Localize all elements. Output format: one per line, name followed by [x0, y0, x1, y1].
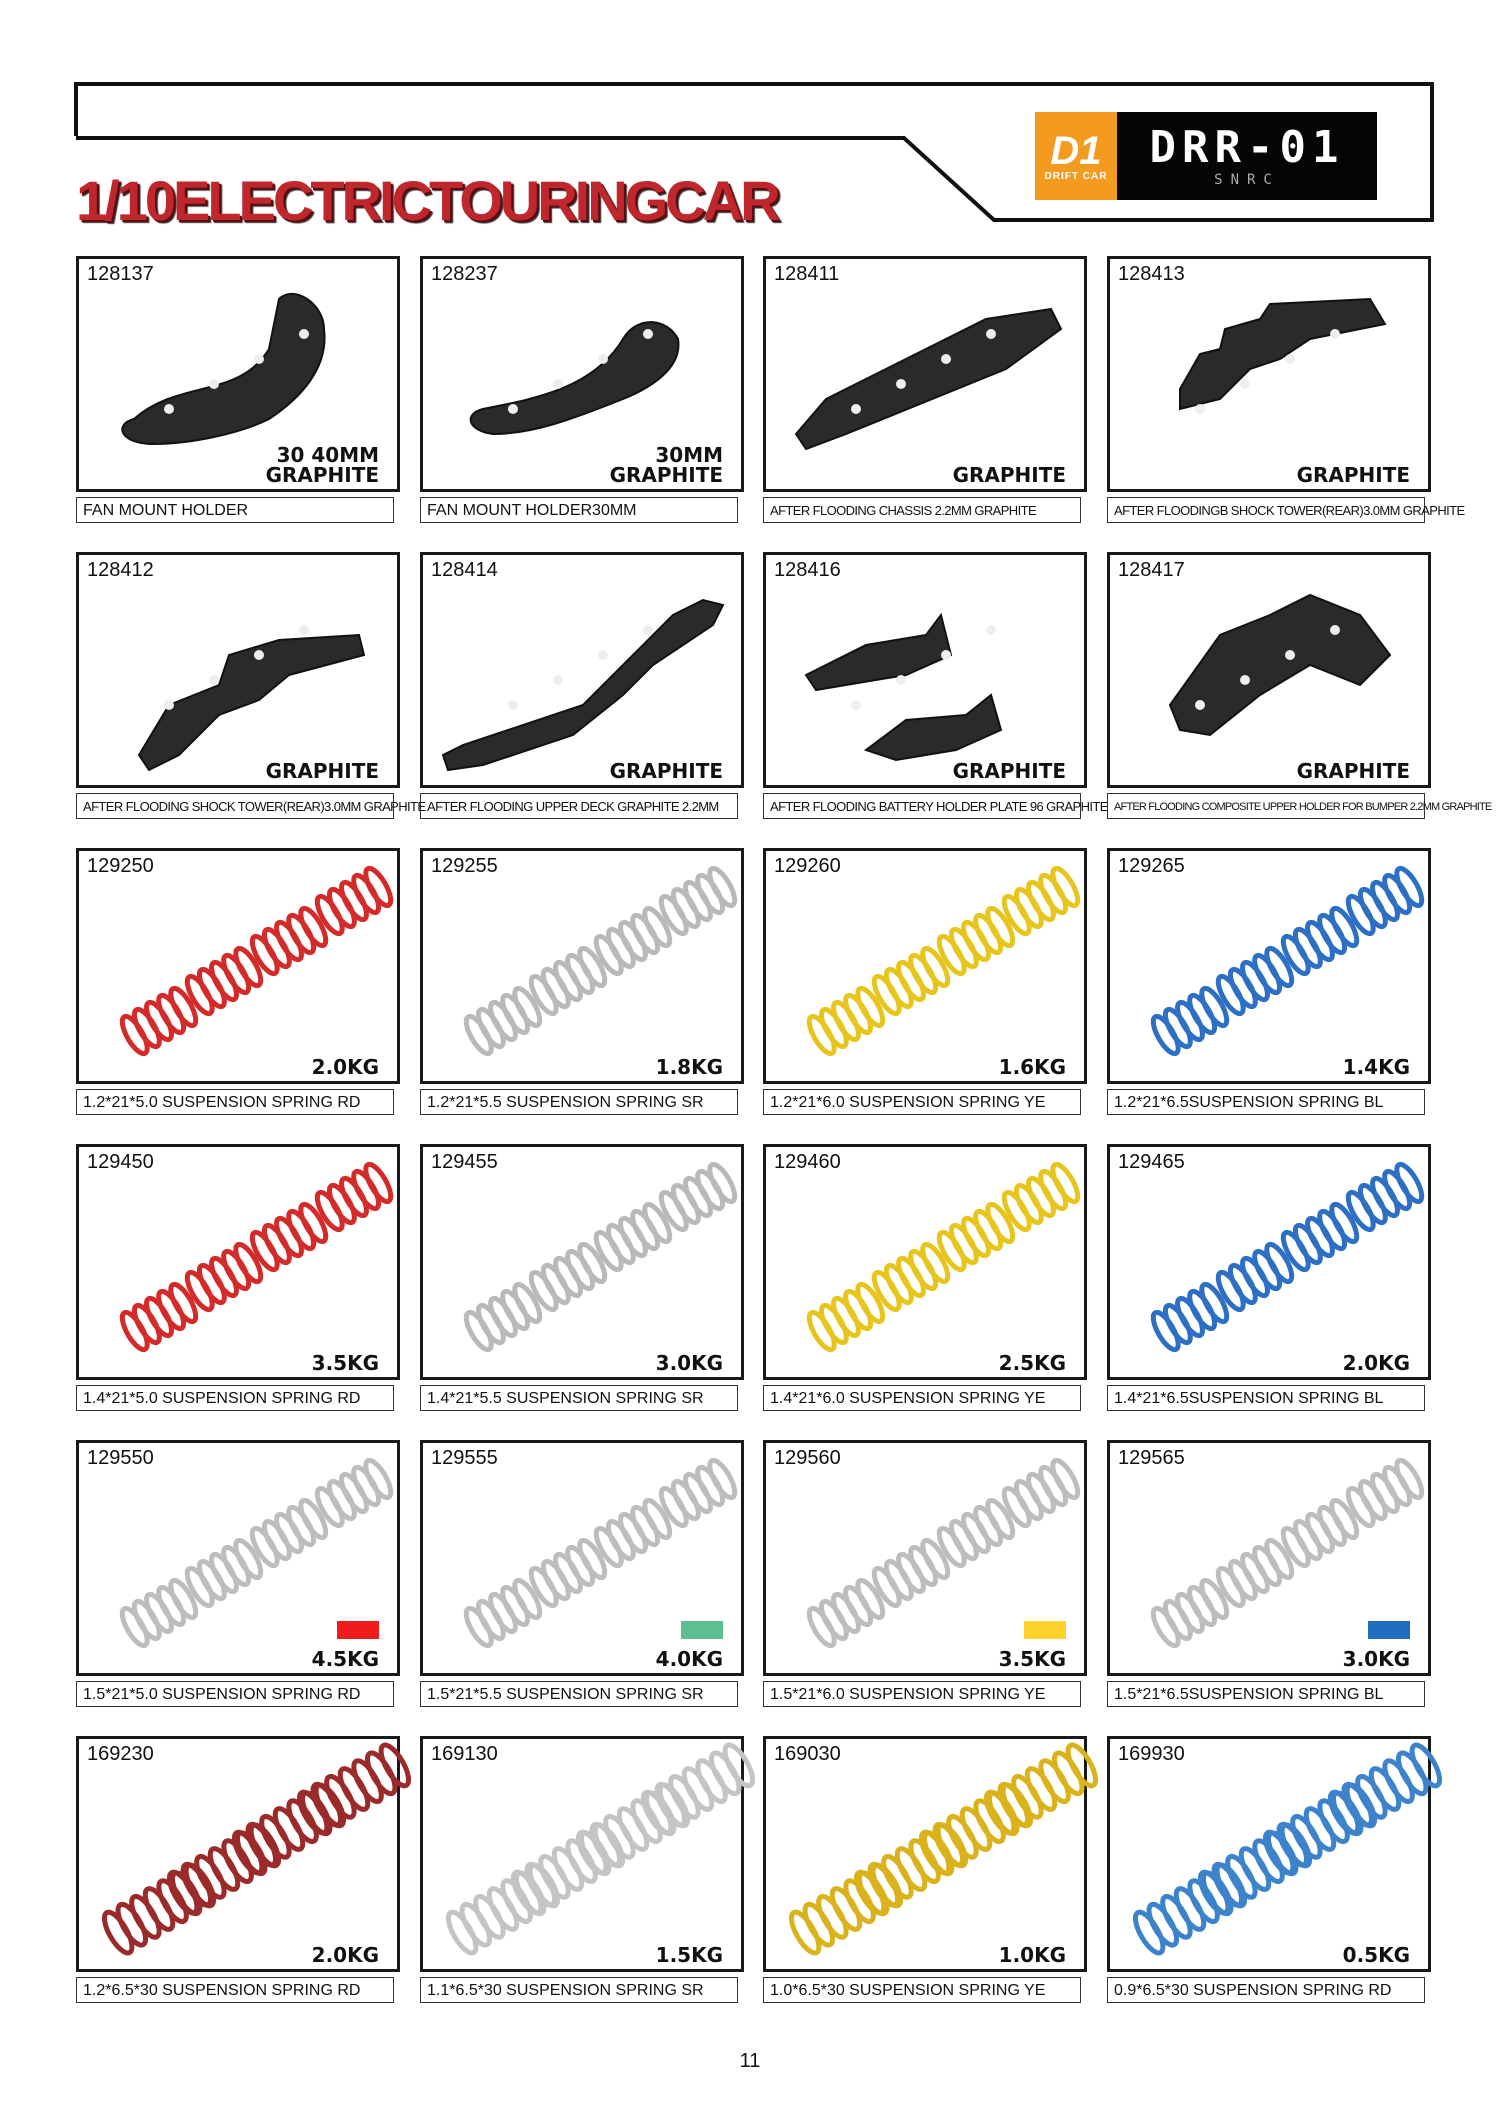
mounting-hole [553, 675, 563, 685]
product-image [79, 1739, 397, 1969]
product-caption: 1.0*6.5*30 SUSPENSION SPRING YE [763, 1977, 1081, 2003]
mounting-hole [508, 404, 518, 414]
product-code: 129260 [774, 855, 841, 877]
product-spec [266, 445, 379, 485]
spec-line: 30 40MM [276, 443, 379, 467]
product-caption: AFTER FLOODINGB SHOCK TOWER(REAR)3.0MM GRAPHITE [1107, 497, 1425, 523]
spring-image [294, 1741, 414, 1837]
spring-image [592, 1497, 675, 1569]
product-image [1110, 1147, 1428, 1377]
graphite-plate-image [1180, 299, 1385, 409]
product-spec [656, 1649, 723, 1669]
brand-logo [1035, 112, 1377, 200]
spec-line: GRAPHITE [1296, 463, 1410, 487]
product-code: 169930 [1118, 1743, 1185, 1765]
product-card[interactable] [1107, 256, 1431, 492]
product-code: 128411 [774, 263, 840, 285]
product-caption: AFTER FLOODING UPPER DECK GRAPHITE 2.2MM [420, 793, 738, 819]
product-spec [656, 1945, 723, 1965]
product-code: 129460 [774, 1151, 841, 1173]
spring-image [183, 1537, 266, 1609]
product-code: 129265 [1118, 855, 1185, 877]
product-code: 128416 [774, 559, 841, 581]
product-card[interactable] [1107, 1736, 1431, 1972]
product-card[interactable] [76, 552, 400, 788]
product-caption: AFTER FLOODING COMPOSITE UPPER HOLDER FOR BUMPER 2.2MM GRAPHITE [1107, 793, 1425, 819]
product-image [79, 555, 397, 785]
spring-image [1214, 1537, 1297, 1609]
mounting-hole [896, 675, 906, 685]
product-spec [1343, 1649, 1410, 1669]
logo-brand-text: SNRC [1214, 172, 1280, 188]
product-image [1110, 555, 1428, 785]
spec-line: 2.0KG [1342, 1351, 1410, 1375]
mounting-hole [598, 354, 608, 364]
logo-d1-subtext: DRIFT CAR [1044, 170, 1108, 182]
spring-image [527, 1537, 610, 1609]
product-caption: 1.2*21*5.5 SUSPENSION SPRING SR [420, 1089, 738, 1115]
product-card[interactable] [1107, 1440, 1431, 1676]
spring-image [527, 945, 610, 1017]
spring-image [118, 1281, 201, 1353]
product-card[interactable] [420, 1440, 744, 1676]
product-caption: 1.4*21*5.0 SUSPENSION SPRING RD [76, 1385, 394, 1411]
product-card[interactable] [763, 1144, 1087, 1380]
spring-image [870, 1241, 953, 1313]
spring-image [1000, 1457, 1083, 1529]
spec-line: 1.8KG [655, 1055, 723, 1079]
spring-image [657, 1161, 740, 1233]
spring-image [462, 1281, 545, 1353]
product-spec [999, 1649, 1066, 1669]
product-spec [999, 1945, 1066, 1965]
product-caption: 0.9*6.5*30 SUSPENSION SPRING RD [1107, 1977, 1425, 2003]
product-code: 129550 [87, 1447, 154, 1469]
color-swatch [681, 1621, 723, 1639]
product-card[interactable] [1107, 848, 1431, 1084]
graphite-plate-image [122, 294, 324, 444]
product-spec [266, 761, 379, 781]
product-code: 129465 [1118, 1151, 1185, 1173]
product-code: 129255 [431, 855, 498, 877]
color-swatch [1368, 1621, 1410, 1639]
spring-image [805, 985, 888, 1057]
product-code: 129450 [87, 1151, 154, 1173]
spring-image [1149, 1577, 1232, 1649]
product-code: 128412 [87, 559, 154, 581]
product-caption: 1.4*21*5.5 SUSPENSION SPRING SR [420, 1385, 738, 1411]
spec-line: 1.4KG [1342, 1055, 1410, 1079]
spring-image [1279, 1497, 1362, 1569]
spec-line: 1.6KG [998, 1055, 1066, 1079]
product-image [79, 1147, 397, 1377]
product-spec [999, 1057, 1066, 1077]
product-image [1110, 851, 1428, 1081]
mounting-hole [1285, 354, 1295, 364]
spring-image [870, 945, 953, 1017]
mounting-hole [209, 675, 219, 685]
mounting-hole [986, 625, 996, 635]
graphite-plate-image [796, 309, 1061, 449]
product-spec [1297, 761, 1410, 781]
product-spec [610, 761, 723, 781]
spring-image [1000, 865, 1083, 937]
product-code: 129455 [431, 1151, 498, 1173]
mounting-hole [851, 700, 861, 710]
spring-image [935, 1497, 1018, 1569]
product-spec [999, 1353, 1066, 1373]
logo-model-text: DRR-01 [1149, 122, 1345, 173]
spring-image [592, 1201, 675, 1273]
mounting-hole [941, 354, 951, 364]
spring-image [1214, 945, 1297, 1017]
product-code: 128237 [431, 263, 498, 285]
graphite-plate-image [443, 600, 723, 770]
spring-image [1344, 1161, 1427, 1233]
d1-logo [1035, 112, 1117, 200]
spring-image [1344, 865, 1427, 937]
mounting-hole [986, 329, 996, 339]
page-title: 1/10ELECTRICTOURINGCAR [76, 169, 778, 232]
spring-image [805, 1281, 888, 1353]
product-image [423, 1739, 741, 1969]
product-code: 169130 [431, 1743, 498, 1765]
product-code: 128137 [87, 263, 154, 285]
product-card[interactable] [763, 848, 1087, 1084]
spec-line: GRAPHITE [952, 463, 1066, 487]
spec-line: 1.5KG [655, 1943, 723, 1967]
spring-image [1344, 1457, 1427, 1529]
product-code: 129250 [87, 855, 154, 877]
product-code: 129555 [431, 1447, 498, 1469]
logo-d1-text: D1 [1050, 128, 1102, 173]
mounting-hole [1195, 404, 1205, 414]
spec-line: 4.0KG [655, 1647, 723, 1671]
spec-line: 1.0KG [998, 1943, 1066, 1967]
spring-image [462, 985, 545, 1057]
product-card[interactable] [76, 1736, 400, 1972]
spring-image [313, 1161, 396, 1233]
spring-image [462, 1577, 545, 1649]
spec-line: 2.0KG [311, 1943, 379, 1967]
graphite-plate-image [806, 615, 1001, 760]
spring-image [527, 1241, 610, 1313]
product-card[interactable] [763, 552, 1087, 788]
product-card[interactable] [763, 256, 1087, 492]
product-caption: 1.2*21*6.0 SUSPENSION SPRING YE [763, 1089, 1081, 1115]
product-card[interactable] [1107, 1144, 1431, 1380]
mounting-hole [254, 650, 264, 660]
product-image [79, 851, 397, 1081]
spring-image [118, 1577, 201, 1649]
product-image [1110, 259, 1428, 489]
product-card[interactable] [420, 1736, 744, 1972]
mounting-hole [1285, 650, 1295, 660]
spec-line: GRAPHITE [952, 759, 1066, 783]
mounting-hole [896, 379, 906, 389]
mounting-hole [941, 650, 951, 660]
spec-line: GRAPHITE [609, 759, 723, 783]
mounting-hole [1330, 625, 1340, 635]
mounting-hole [1195, 700, 1205, 710]
spring-image [183, 945, 266, 1017]
product-card[interactable] [420, 848, 744, 1084]
product-spec [656, 1353, 723, 1373]
product-card[interactable] [76, 1440, 400, 1676]
product-code: 169230 [87, 1743, 154, 1765]
spring-image [870, 1537, 953, 1609]
mounting-hole [851, 404, 861, 414]
product-caption: FAN MOUNT HOLDER30MM [420, 497, 738, 523]
product-spec [312, 1649, 379, 1669]
product-image [766, 1147, 1084, 1377]
product-spec [656, 1057, 723, 1077]
product-image [423, 555, 741, 785]
product-caption: 1.4*21*6.0 SUSPENSION SPRING YE [763, 1385, 1081, 1411]
product-card[interactable] [420, 1144, 744, 1380]
product-code: 169030 [774, 1743, 841, 1765]
mounting-hole [508, 700, 518, 710]
spec-line: 30MM [655, 443, 723, 467]
spec-line: 3.0KG [655, 1351, 723, 1375]
mounting-hole [164, 404, 174, 414]
product-caption: AFTER FLOODING CHASSIS 2.2MM GRAPHITE [763, 497, 1081, 523]
mounting-hole [1330, 329, 1340, 339]
spec-line: 3.5KG [998, 1647, 1066, 1671]
product-image [766, 259, 1084, 489]
product-card[interactable] [1107, 552, 1431, 788]
product-caption: 1.5*21*5.0 SUSPENSION SPRING RD [76, 1681, 394, 1707]
mounting-hole [643, 329, 653, 339]
product-caption: AFTER FLOODING BATTERY HOLDER PLATE 96 GRAPHITE [763, 793, 1081, 819]
product-card[interactable] [763, 1736, 1087, 1972]
product-spec [610, 445, 723, 485]
spec-line: GRAPHITE [265, 463, 379, 487]
mounting-hole [1240, 379, 1250, 389]
product-spec [312, 1057, 379, 1077]
mounting-hole [1240, 675, 1250, 685]
spring-image [638, 1741, 758, 1837]
spring-image [657, 865, 740, 937]
product-image [766, 1739, 1084, 1969]
spring-image [1325, 1741, 1445, 1837]
product-spec [1343, 1945, 1410, 1965]
spec-line: 2.0KG [311, 1055, 379, 1079]
page-number: 11 [739, 2050, 761, 2072]
product-spec [953, 761, 1066, 781]
product-code: 128414 [431, 559, 498, 581]
spring-image [313, 865, 396, 937]
product-image [766, 851, 1084, 1081]
product-image [423, 851, 741, 1081]
mounting-hole [553, 379, 563, 389]
product-caption: 1.5*21*5.5 SUSPENSION SPRING SR [420, 1681, 738, 1707]
spring-image [657, 1457, 740, 1529]
spring-image [1149, 985, 1232, 1057]
spring-image [592, 905, 675, 977]
mounting-hole [164, 700, 174, 710]
product-code: 128417 [1118, 559, 1185, 581]
spec-line: 0.5KG [1342, 1943, 1410, 1967]
spec-line: 3.0KG [1342, 1647, 1410, 1671]
product-card[interactable] [76, 848, 400, 1084]
product-caption: 1.2*21*5.0 SUSPENSION SPRING RD [76, 1089, 394, 1115]
product-spec [953, 465, 1066, 485]
product-caption: 1.2*21*6.5SUSPENSION SPRING BL [1107, 1089, 1425, 1115]
spring-image [805, 1577, 888, 1649]
mounting-hole [299, 329, 309, 339]
product-card[interactable] [76, 256, 400, 492]
spring-image [183, 1241, 266, 1313]
spring-image [1214, 1241, 1297, 1313]
mounting-hole [598, 650, 608, 660]
spec-line: 2.5KG [998, 1351, 1066, 1375]
color-swatch [337, 1621, 379, 1639]
spring-image [248, 905, 331, 977]
product-caption: 1.1*6.5*30 SUSPENSION SPRING SR [420, 1977, 738, 2003]
product-caption: AFTER FLOODING SHOCK TOWER(REAR)3.0MM GRAPHITE [76, 793, 394, 819]
color-swatch [1024, 1621, 1066, 1639]
mounting-hole [254, 354, 264, 364]
product-image [766, 555, 1084, 785]
spring-image [248, 1201, 331, 1273]
product-spec [1343, 1057, 1410, 1077]
product-card[interactable] [420, 256, 744, 492]
product-code: 129565 [1118, 1447, 1185, 1469]
product-code: 128413 [1118, 263, 1185, 285]
mounting-hole [299, 625, 309, 635]
product-spec [1343, 1353, 1410, 1373]
spec-line: 4.5KG [311, 1647, 379, 1671]
product-caption: 1.2*6.5*30 SUSPENSION SPRING RD [76, 1977, 394, 2003]
spring-image [1149, 1281, 1232, 1353]
spring-image [935, 905, 1018, 977]
spring-image [118, 985, 201, 1057]
spring-image [313, 1457, 396, 1529]
product-card[interactable] [76, 1144, 400, 1380]
spring-image [248, 1497, 331, 1569]
product-caption: 1.5*21*6.0 SUSPENSION SPRING YE [763, 1681, 1081, 1707]
spec-line: GRAPHITE [1296, 759, 1410, 783]
graphite-plate-image [1170, 595, 1390, 735]
spec-line: 3.5KG [311, 1351, 379, 1375]
product-caption: FAN MOUNT HOLDER [76, 497, 394, 523]
product-spec [312, 1945, 379, 1965]
mounting-hole [209, 379, 219, 389]
spring-image [1279, 905, 1362, 977]
product-code: 129560 [774, 1447, 841, 1469]
product-image [423, 1147, 741, 1377]
spring-image [981, 1741, 1101, 1837]
product-image [1110, 1739, 1428, 1969]
product-caption: 1.4*21*6.5SUSPENSION SPRING BL [1107, 1385, 1425, 1411]
spring-image [1279, 1201, 1362, 1273]
spring-image [935, 1201, 1018, 1273]
model-logo [1117, 112, 1377, 200]
mounting-hole [643, 625, 653, 635]
spec-line: GRAPHITE [265, 759, 379, 783]
product-caption: 1.5*21*6.5SUSPENSION SPRING BL [1107, 1681, 1425, 1707]
product-card[interactable] [420, 552, 744, 788]
spring-image [1000, 1161, 1083, 1233]
spec-line: GRAPHITE [609, 463, 723, 487]
product-spec [1297, 465, 1410, 485]
product-card[interactable] [763, 1440, 1087, 1676]
product-spec [312, 1353, 379, 1373]
